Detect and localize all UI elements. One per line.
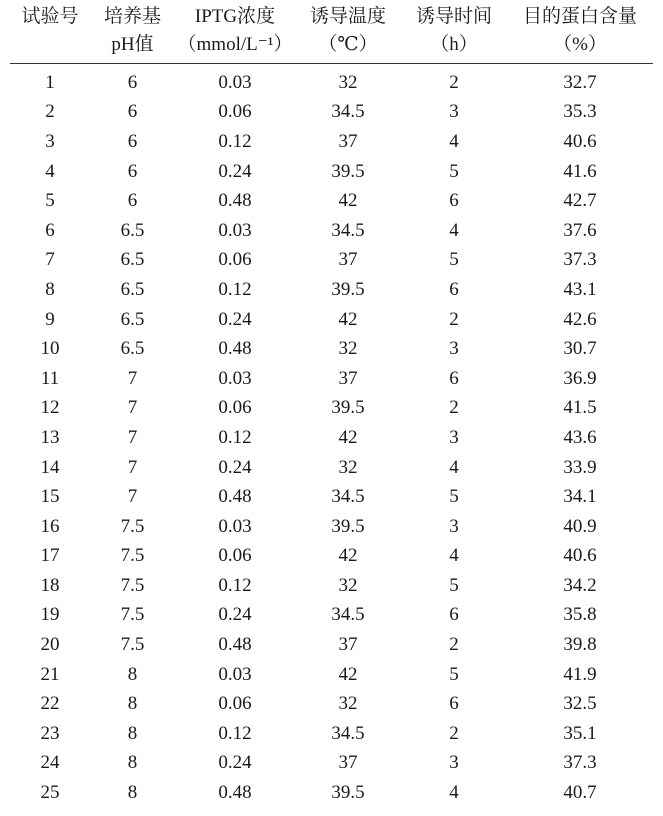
- cell-iptg-concentration: 0.24: [218, 160, 252, 182]
- cell-target-protein-content: 32.5: [563, 693, 597, 715]
- cell-medium-ph: 6.5: [120, 219, 145, 241]
- cell-iptg-concentration: 0.48: [218, 338, 252, 360]
- cell-target-protein-content: 35.8: [563, 604, 597, 626]
- cell-medium-ph: 7.5: [120, 604, 145, 626]
- cell-induction-time: 3: [449, 426, 459, 448]
- table-row: [10, 275, 653, 305]
- cell-iptg-concentration: 0.24: [218, 752, 252, 774]
- header-target-protein-content: 目的蛋白含量 （%）: [507, 0, 653, 64]
- cell-target-protein-content: 40.9: [563, 515, 597, 537]
- cell-induction-temperature: 42: [338, 308, 358, 330]
- cell-induction-time: 4: [449, 545, 459, 567]
- cell-target-protein-content: 34.2: [563, 574, 597, 596]
- cell-induction-time: 5: [449, 486, 459, 508]
- cell-trial-no: 15: [40, 486, 60, 508]
- cell-induction-time: 6: [449, 190, 459, 212]
- header-trial-no: 试验号: [10, 0, 90, 64]
- cell-iptg-concentration: 0.06: [218, 545, 252, 567]
- table-body: [10, 64, 653, 808]
- cell-iptg-concentration: 0.03: [218, 71, 252, 93]
- cell-iptg-concentration: 0.03: [218, 515, 252, 537]
- cell-medium-ph: 6: [127, 190, 138, 212]
- cell-trial-no: 4: [45, 160, 55, 182]
- cell-trial-no: 9: [45, 308, 55, 330]
- cell-medium-ph: 8: [127, 782, 138, 804]
- table-row: [10, 660, 653, 690]
- table-row: [10, 305, 653, 335]
- cell-trial-no: 2: [45, 101, 55, 123]
- table-row: [10, 186, 653, 216]
- table-row: [10, 630, 653, 660]
- cell-target-protein-content: 42.6: [563, 308, 597, 330]
- cell-induction-time: 3: [449, 752, 459, 774]
- cell-medium-ph: 8: [127, 693, 138, 715]
- table-row: [10, 542, 653, 572]
- cell-iptg-concentration: 0.12: [218, 278, 252, 300]
- cell-target-protein-content: 43.1: [563, 278, 597, 300]
- cell-target-protein-content: 40.7: [563, 782, 597, 804]
- cell-medium-ph: 6: [127, 130, 138, 152]
- cell-iptg-concentration: 0.48: [218, 634, 252, 656]
- cell-induction-temperature: 34.5: [331, 722, 365, 744]
- cell-target-protein-content: 42.7: [563, 190, 597, 212]
- cell-iptg-concentration: 0.03: [218, 367, 252, 389]
- table-row: [10, 571, 653, 601]
- cell-medium-ph: 6.5: [120, 338, 145, 360]
- cell-trial-no: 21: [40, 663, 60, 685]
- table-row: [10, 127, 653, 157]
- header-iptg-concentration: IPTG浓度 （mmol/L⁻¹）: [175, 0, 295, 64]
- cell-iptg-concentration: 0.24: [218, 308, 252, 330]
- cell-trial-no: 17: [40, 545, 60, 567]
- cell-trial-no: 24: [40, 752, 60, 774]
- cell-induction-temperature: 42: [338, 190, 358, 212]
- cell-induction-temperature: 37: [338, 367, 358, 389]
- cell-induction-temperature: 32: [338, 693, 358, 715]
- table-row: [10, 157, 653, 187]
- cell-medium-ph: 7: [127, 456, 138, 478]
- cell-induction-temperature: 34.5: [331, 604, 365, 626]
- cell-induction-time: 4: [449, 219, 459, 241]
- cell-induction-time: 4: [449, 456, 459, 478]
- cell-induction-time: 2: [449, 71, 459, 93]
- cell-medium-ph: 6: [127, 160, 138, 182]
- cell-trial-no: 13: [40, 426, 60, 448]
- cell-target-protein-content: 36.9: [563, 367, 597, 389]
- cell-target-protein-content: 40.6: [563, 545, 597, 567]
- cell-trial-no: 6: [45, 219, 55, 241]
- cell-medium-ph: 7.5: [120, 574, 145, 596]
- cell-iptg-concentration: 0.24: [218, 604, 252, 626]
- cell-iptg-concentration: 0.48: [218, 486, 252, 508]
- table-row: [10, 512, 653, 542]
- cell-trial-no: 14: [40, 456, 60, 478]
- cell-iptg-concentration: 0.06: [218, 397, 252, 419]
- cell-iptg-concentration: 0.48: [218, 782, 252, 804]
- cell-trial-no: 5: [45, 190, 55, 212]
- table-row: [10, 216, 653, 246]
- cell-induction-temperature: 37: [338, 130, 358, 152]
- cell-induction-temperature: 32: [338, 456, 358, 478]
- header-induction-temperature: 诱导温度 （℃）: [295, 0, 401, 64]
- cell-medium-ph: 6.5: [120, 249, 145, 271]
- cell-target-protein-content: 40.6: [563, 130, 597, 152]
- cell-trial-no: 23: [40, 722, 60, 744]
- table-row: [10, 423, 653, 453]
- cell-trial-no: 20: [40, 634, 60, 656]
- cell-induction-temperature: 39.5: [331, 782, 365, 804]
- cell-medium-ph: 6: [127, 71, 138, 93]
- cell-induction-time: 5: [449, 663, 459, 685]
- table-row: [10, 246, 653, 276]
- header-induction-time: 诱导时间 （h）: [401, 0, 507, 64]
- cell-iptg-concentration: 0.03: [218, 219, 252, 241]
- cell-medium-ph: 6: [127, 101, 138, 123]
- cell-induction-time: 5: [449, 160, 459, 182]
- cell-induction-temperature: 42: [338, 426, 358, 448]
- table-row: [10, 98, 653, 128]
- cell-trial-no: 1: [45, 71, 55, 93]
- cell-induction-time: 2: [449, 308, 459, 330]
- cell-iptg-concentration: 0.12: [218, 130, 252, 152]
- cell-iptg-concentration: 0.03: [218, 663, 252, 685]
- cell-medium-ph: 7: [127, 397, 138, 419]
- cell-trial-no: 19: [40, 604, 60, 626]
- cell-induction-time: 2: [449, 722, 459, 744]
- cell-target-protein-content: 33.9: [563, 456, 597, 478]
- cell-trial-no: 22: [40, 693, 60, 715]
- cell-target-protein-content: 43.6: [563, 426, 597, 448]
- cell-induction-temperature: 34.5: [331, 486, 365, 508]
- cell-induction-time: 6: [449, 693, 459, 715]
- cell-induction-temperature: 34.5: [331, 101, 365, 123]
- cell-iptg-concentration: 0.06: [218, 249, 252, 271]
- cell-iptg-concentration: 0.48: [218, 190, 252, 212]
- header-row: [10, 0, 653, 64]
- cell-trial-no: 11: [40, 367, 60, 389]
- table-row: [10, 364, 653, 394]
- cell-target-protein-content: 39.8: [563, 634, 597, 656]
- cell-medium-ph: 7: [127, 367, 138, 389]
- cell-induction-time: 6: [449, 278, 459, 300]
- cell-target-protein-content: 30.7: [563, 338, 597, 360]
- table-row: [10, 689, 653, 719]
- table-header: [10, 0, 653, 64]
- cell-induction-temperature: 34.5: [331, 219, 365, 241]
- cell-trial-no: 18: [40, 574, 60, 596]
- cell-induction-time: 2: [449, 634, 459, 656]
- cell-induction-time: 4: [449, 782, 459, 804]
- cell-trial-no: 3: [45, 130, 55, 152]
- cell-trial-no: 12: [40, 397, 60, 419]
- table-row: [10, 334, 653, 364]
- cell-target-protein-content: 34.1: [563, 486, 597, 508]
- cell-induction-temperature: 42: [338, 545, 358, 567]
- cell-induction-time: 5: [449, 574, 459, 596]
- cell-induction-temperature: 39.5: [331, 515, 365, 537]
- cell-medium-ph: 6.5: [120, 278, 145, 300]
- cell-induction-time: 2: [449, 397, 459, 419]
- orthogonal-experiment-table: [10, 0, 653, 808]
- cell-medium-ph: 6.5: [120, 308, 145, 330]
- cell-target-protein-content: 41.6: [563, 160, 597, 182]
- cell-induction-temperature: 39.5: [331, 160, 365, 182]
- table-row: [10, 453, 653, 483]
- cell-target-protein-content: 32.7: [563, 71, 597, 93]
- table-row: [10, 601, 653, 631]
- cell-induction-temperature: 37: [338, 752, 358, 774]
- table-row: [10, 778, 653, 808]
- table-row: [10, 394, 653, 424]
- cell-trial-no: 25: [40, 782, 60, 804]
- cell-target-protein-content: 37.3: [563, 249, 597, 271]
- cell-induction-time: 3: [449, 338, 459, 360]
- cell-medium-ph: 7: [127, 426, 138, 448]
- cell-induction-time: 4: [449, 130, 459, 152]
- table-row: [10, 719, 653, 749]
- table-row: [10, 749, 653, 779]
- cell-medium-ph: 7.5: [120, 545, 145, 567]
- cell-induction-time: 6: [449, 604, 459, 626]
- cell-induction-temperature: 39.5: [331, 397, 365, 419]
- cell-medium-ph: 7.5: [120, 515, 145, 537]
- cell-iptg-concentration: 0.12: [218, 426, 252, 448]
- cell-target-protein-content: 35.1: [563, 722, 597, 744]
- cell-medium-ph: 7.5: [120, 634, 145, 656]
- cell-induction-temperature: 32: [338, 338, 358, 360]
- cell-induction-time: 3: [449, 515, 459, 537]
- cell-induction-temperature: 32: [338, 574, 358, 596]
- cell-induction-temperature: 39.5: [331, 278, 365, 300]
- cell-target-protein-content: 37.6: [563, 219, 597, 241]
- cell-target-protein-content: 37.3: [563, 752, 597, 774]
- cell-target-protein-content: 41.9: [563, 663, 597, 685]
- cell-induction-temperature: 42: [338, 663, 358, 685]
- cell-trial-no: 16: [40, 515, 60, 537]
- cell-target-protein-content: 35.3: [563, 101, 597, 123]
- table-row: [10, 64, 653, 98]
- cell-trial-no: 7: [45, 249, 55, 271]
- cell-induction-time: 6: [449, 367, 459, 389]
- cell-induction-time: 5: [449, 249, 459, 271]
- cell-induction-temperature: 32: [338, 71, 358, 93]
- cell-induction-temperature: 37: [338, 634, 358, 656]
- cell-iptg-concentration: 0.06: [218, 693, 252, 715]
- cell-iptg-concentration: 0.12: [218, 722, 252, 744]
- cell-iptg-concentration: 0.12: [218, 574, 252, 596]
- cell-iptg-concentration: 0.06: [218, 101, 252, 123]
- cell-medium-ph: 8: [127, 663, 138, 685]
- cell-medium-ph: 8: [127, 722, 138, 744]
- cell-iptg-concentration: 0.24: [218, 456, 252, 478]
- cell-medium-ph: 8: [127, 752, 138, 774]
- header-medium-ph: 培养基 pH值: [90, 0, 175, 64]
- cell-trial-no: 8: [45, 278, 55, 300]
- cell-induction-temperature: 37: [338, 249, 358, 271]
- cell-induction-time: 3: [449, 101, 459, 123]
- cell-target-protein-content: 41.5: [563, 397, 597, 419]
- cell-medium-ph: 7: [127, 486, 138, 508]
- table-row: [10, 482, 653, 512]
- cell-trial-no: 10: [40, 338, 60, 360]
